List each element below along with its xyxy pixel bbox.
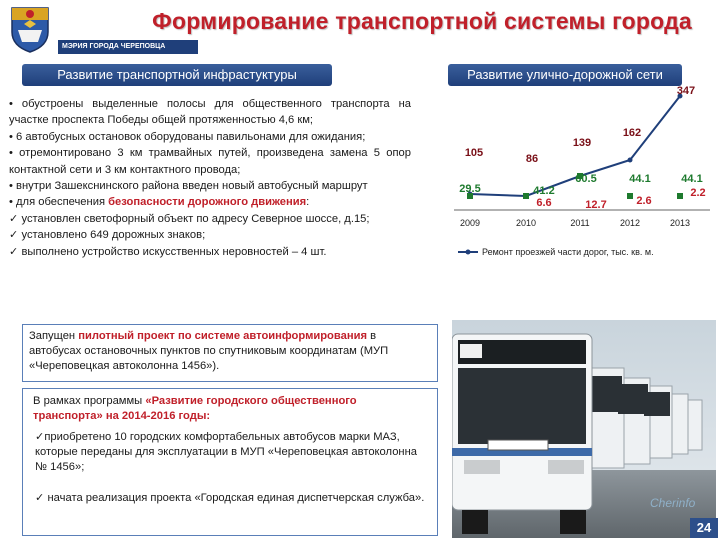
text-bus-stops: • 6 автобусных остановок оборудованы павильонами для ожидания;	[9, 130, 366, 143]
program-item-buses: ✓приобретено 10 городских комфортабельных автобусов марки МАЗ, которые переданы для эксплуатации в МУП «Череповецкая автоколонна № 1456»;	[35, 431, 417, 473]
x-tick-label: 2011	[570, 218, 590, 228]
program-item-dispatch: ✓ начата реализация проекта «Городская единая диспетчерская служба».	[35, 492, 425, 504]
data-label-green: 60.5	[575, 173, 597, 185]
road-repair-chart	[440, 84, 718, 260]
x-tick-label: 2012	[619, 218, 641, 228]
text-road-signs: ✓ установлено 649 дорожных знаков;	[9, 229, 206, 242]
data-label-red: 347	[676, 85, 696, 97]
data-label-brown: 2.2	[690, 187, 706, 199]
text-tram-tracks: • отремонтировано 3 км трамвайных путей, произведена замена 5 опор контактной сети и 3 км контактного провода;	[9, 147, 411, 176]
program-intro: В рамках программы «Развитие городского общественного транспорта» на 2014-2016 годы:	[33, 395, 357, 422]
data-label-brown: 2.6	[636, 195, 652, 207]
program-box	[22, 388, 438, 536]
legend-marker	[466, 250, 471, 255]
data-label-green: 41.2	[533, 185, 555, 197]
data-label-green: 44.1	[681, 173, 703, 185]
data-label-green: 44.1	[629, 173, 651, 185]
tab-road-network: Развитие улично-дорожной сети	[448, 64, 682, 86]
data-label-red: 139	[572, 137, 592, 149]
data-label-brown: 12.7	[585, 199, 607, 211]
data-label-red: 105	[464, 147, 484, 159]
data-label-red: 86	[525, 153, 539, 165]
line-point	[628, 158, 633, 163]
green-marker	[523, 193, 529, 199]
data-label-green: 29.5	[459, 183, 481, 195]
x-tick-label: 2013	[669, 218, 691, 228]
text-road-safety: • для обеспечения безопасности дорожного движения:	[9, 196, 310, 209]
autoinform-box: Запущен пилотный проект по системе автоинформирования в автобусах остановочных пунктов по спутниковым координатам (МУП «Череповецкая автоколонна 1456»).	[22, 324, 438, 382]
legend-label: Ремонт проезжей части дорог, тыс. кв. м.	[482, 247, 654, 257]
program-name: «Развитие городского общественного транспорта» на 2014-2016 годы	[33, 395, 357, 422]
data-label-brown: 6.6	[536, 197, 552, 209]
org-name-bar: МЭРИЯ ГОРОДА ЧЕРЕПОВЦА	[58, 40, 198, 54]
text-speed-bumps: ✓ выполнено устройство искусственных неровностей – 4 шт.	[9, 245, 327, 258]
green-marker	[677, 193, 683, 199]
city-crest-icon	[4, 2, 56, 54]
x-tick-label: 2009	[459, 218, 481, 228]
infrastructure-text	[9, 96, 411, 260]
green-marker	[627, 193, 633, 199]
data-label-red: 162	[622, 127, 642, 139]
text-new-route: • внутри Зашекснинского района введен новый автобусный маршрут	[9, 180, 368, 193]
x-tick-label: 2010	[515, 218, 537, 228]
text-traffic-light: ✓ установлен светофорный объект по адресу Северное шоссе, д.15;	[9, 212, 370, 225]
page-number: 24	[690, 518, 718, 538]
pilot-project-highlight: пилотный проект по системе автоинформирования	[78, 330, 368, 342]
tab-transport-infrastructure: Развитие транспортной инфрастуктуры	[22, 64, 332, 86]
watermark: Cherinfo	[650, 496, 696, 510]
text-bus-lanes: • обустроены выделенные полосы для общественного транспорта на участке проспекта Победы общей протяженностью 4,6 км;	[9, 98, 411, 127]
road-safety-highlight: безопасности дорожного движения	[108, 196, 307, 209]
page-title: Формирование транспортной системы города	[152, 8, 692, 34]
